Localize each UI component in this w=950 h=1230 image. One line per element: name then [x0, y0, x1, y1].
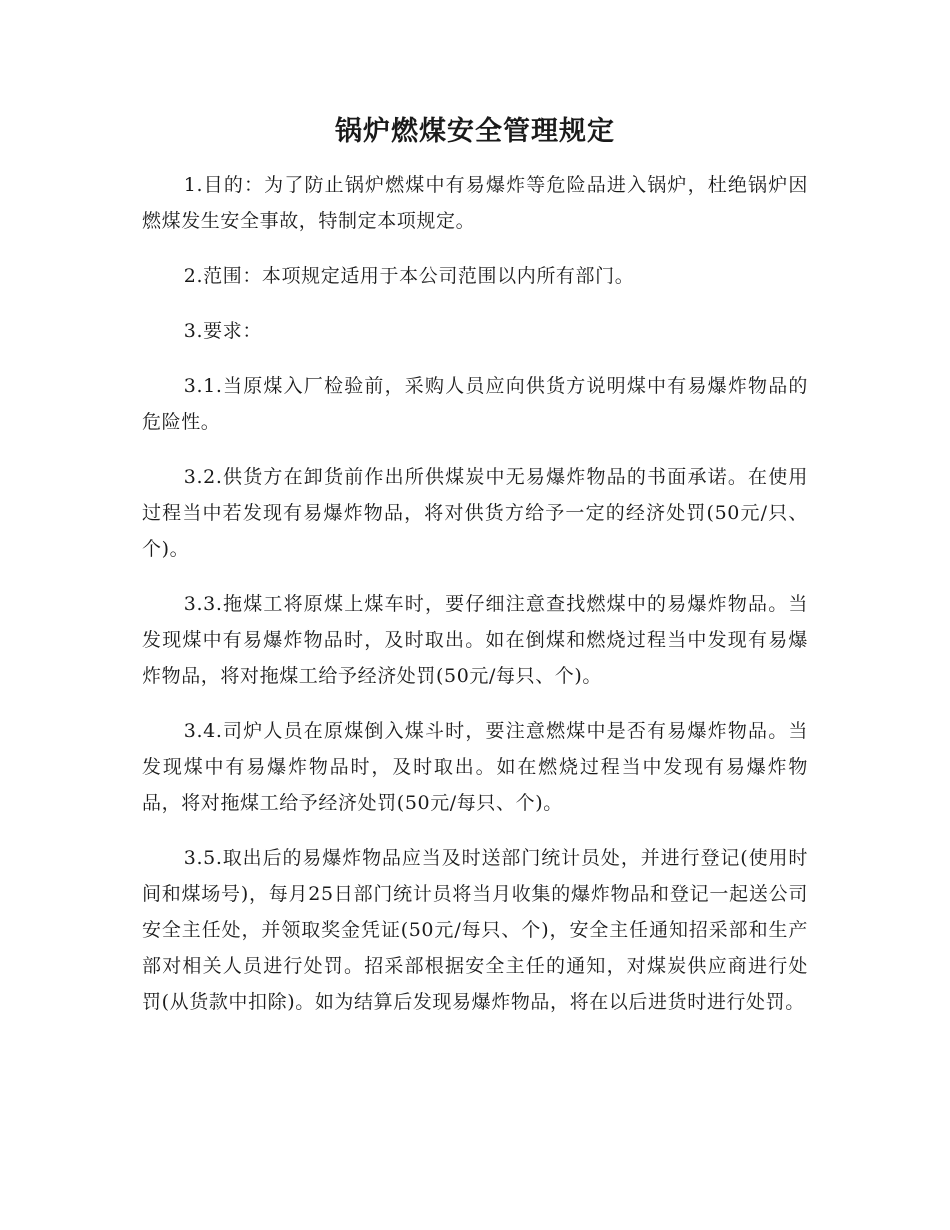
paragraph-requirement-3-4: 3.4.司炉人员在原煤倒入煤斗时，要注意燃煤中是否有易爆炸物品。当发现煤中有易爆炸物品时，及时取出。如在燃烧过程当中发现有易爆炸物品，将对拖煤工给予经济处罚(50元/每只、个)。 — [142, 720, 808, 814]
paragraph-requirement-3-2: 3.2.供货方在卸货前作出所供煤炭中无易爆炸物品的书面承诺。在使用过程当中若发现有易爆炸物品，将对供货方给予一定的经济处罚(50元/只、个)。 — [142, 466, 808, 560]
paragraph-requirement-3-5: 3.5.取出后的易爆炸物品应当及时送部门统计员处，并进行登记(使用时间和煤场号)，每月25日部门统计员将当月收集的爆炸物品和登记一起送公司安全主任处，并领取奖金凭证(50元/每只、个)，安全主任通知招采部和生产部对相关人员进行处罚。招采部根据安全主任的通知，对煤炭供应商进行处罚(从货款中扣除)。如为结算后发现易爆炸物品，将在以后进货时进行处罚。 — [142, 847, 808, 1013]
paragraph-requirement-3-1: 3.1.当原煤入厂检验前，采购人员应向供货方说明煤中有易爆炸物品的危险性。 — [142, 375, 808, 433]
paragraph-requirements-heading: 3.要求： — [183, 320, 262, 342]
document-body — [142, 167, 808, 1039]
paragraph-requirement-3-3: 3.3.拖煤工将原煤上煤车时，要仔细注意查找燃煤中的易爆炸物品。当发现煤中有易爆炸物品时，及时取出。如在倒煤和燃烧过程当中发现有易爆炸物品，将对拖煤工给予经济处罚(50元/每只、个)。 — [142, 593, 808, 687]
paragraph-purpose: 1.目的：为了防止锅炉燃煤中有易爆炸等危险品进入锅炉，杜绝锅炉因燃煤发生安全事故，特制定本项规定。 — [142, 174, 808, 232]
paragraph-scope: 2.范围：本项规定适用于本公司范围以内所有部门。 — [183, 265, 635, 287]
document-title: 锅炉燃煤安全管理规定 — [335, 116, 615, 147]
